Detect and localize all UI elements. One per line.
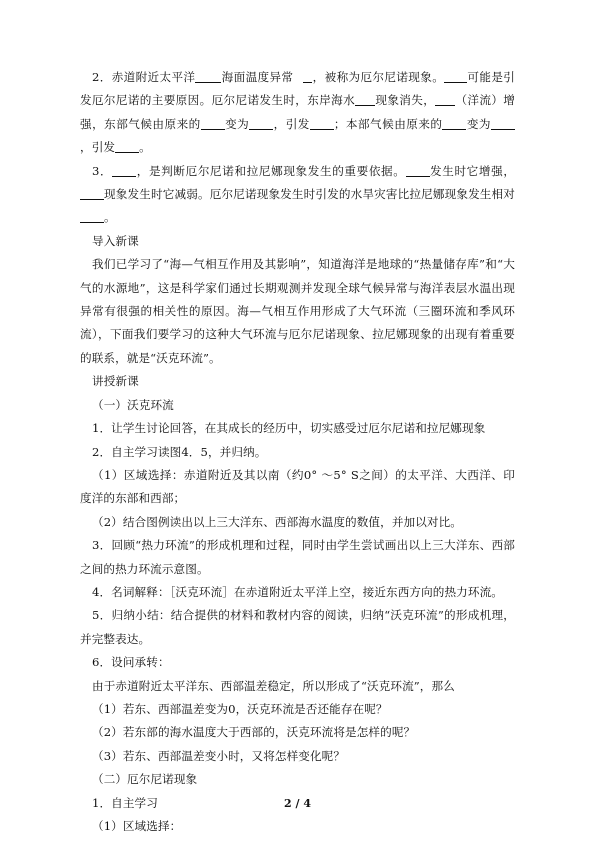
section-heading-el-nino: （二）厄尔尼诺现象	[92, 772, 198, 787]
list-item: 5．归纳小结：结合提供的材料和教材内容的阅读，归纳“沃克环流”的形成机理，并完整表达。	[80, 608, 515, 646]
list-item: 6．设问承转：	[92, 655, 170, 670]
text-run: 现象消失，	[375, 93, 436, 108]
blank	[112, 164, 136, 177]
blank	[195, 70, 221, 83]
heading-lecture: 讲授新课	[92, 374, 139, 389]
heading-intro: 导入新课	[92, 233, 139, 248]
blank	[115, 141, 139, 154]
list-item: 3．回顾“热力环流”的形成机理和过程，同时由学生尝试画出以上三大洋东、西部之间的热力环流示意图。	[80, 538, 515, 576]
text-run: （洋流）增强，东部气候由原来的	[80, 93, 515, 131]
list-item: （1）若东、西部温差变为0，沃克环流是否还能存在呢？	[92, 701, 388, 716]
section-heading-walker: （一）沃克环流	[92, 397, 174, 412]
text-run: ，是判断厄尔尼诺和拉尼娜现象发生的重要依据。	[136, 163, 406, 178]
page-content	[80, 66, 515, 838]
blank	[249, 117, 273, 130]
text-run: ，引发	[273, 116, 310, 131]
blank	[442, 117, 466, 130]
list-item: 1．让学生讨论回答，在其成长的经历中，切实感受过厄尔尼诺和拉尼娜现象	[92, 421, 486, 436]
list-item: （1）区域选择：	[92, 819, 182, 833]
blank	[444, 70, 467, 83]
text-run: 。	[104, 210, 116, 225]
blank	[355, 94, 375, 107]
text-run: ；本部气候由原来的	[333, 116, 443, 131]
text-run: 。	[139, 140, 151, 155]
blank	[201, 117, 225, 130]
list-item: （1）区域选择：赤道附近及其以南（约0° ～5° S之间）的太平洋、大西洋、印度洋的东部和西部；	[80, 467, 515, 506]
blank	[406, 164, 430, 177]
list-item: （2）若东部的海水温度大于西部的，沃克环流将是怎样的呢？	[92, 725, 416, 740]
blank	[491, 117, 515, 130]
text-run: 2．赤道附近太平洋	[92, 70, 196, 84]
text-run: 变为	[466, 116, 492, 131]
list-item: 1．自主学习	[92, 795, 158, 810]
text-run: 海面温度异常	[221, 70, 294, 84]
paragraph-intro: 我们已学习了“海—气相互作用及其影响”，知道海洋是地球的“热量储存库”和“大气的水源地”，这是科学家们通过长期观测并发现全球气候异常与海洋表层水温出现异常有很强的相关性的原因。海—气相互作用形成了大气环流（三圈环流和季风环流），下面我们要学习的这种大气环流与厄尔尼诺现象、拉尼娜现象的出现有着重要的联系，就是“沃克环流”。	[80, 257, 515, 365]
blank	[80, 211, 104, 224]
text-run: 3．	[92, 163, 113, 178]
list-item: 4．名词解释：［沃克环流］在赤道附近太平洋上空，接近东西方向的热力环流。	[92, 584, 503, 599]
text-run: 变为	[224, 116, 250, 131]
list-item: （3）若东、西部温差变小时，又将怎样变化呢？	[92, 748, 346, 763]
text-run: ，引发	[80, 140, 116, 155]
list-item: （2）结合图例读出以上三大洋东、西部海水温度的数值，并加以对比。	[92, 514, 462, 529]
blank	[80, 187, 104, 200]
list-item: 2．自主学习读图4．5，并归纳。	[92, 444, 267, 459]
paragraph-item-3	[80, 160, 515, 230]
paragraph-item-2	[80, 66, 515, 160]
list-item: 由于赤道附近太平洋东、西部温差稳定，所以形成了“沃克环流”，那么	[92, 678, 455, 693]
blank	[435, 94, 455, 107]
blank	[310, 117, 334, 130]
text-run: ，被称为厄尔尼诺现象。	[312, 70, 445, 84]
text-run: 现象发生时它减弱。厄尔尼诺现象发生时引发的水旱灾害比拉尼娜现象发生相对	[104, 187, 515, 202]
text-run: 发生时它增强，	[429, 163, 516, 178]
page-number: 2 / 4	[284, 797, 311, 810]
text-run: 可能是引发厄尔尼诺的主要原因。厄尔尼诺发生时，东岸海水	[80, 70, 515, 108]
